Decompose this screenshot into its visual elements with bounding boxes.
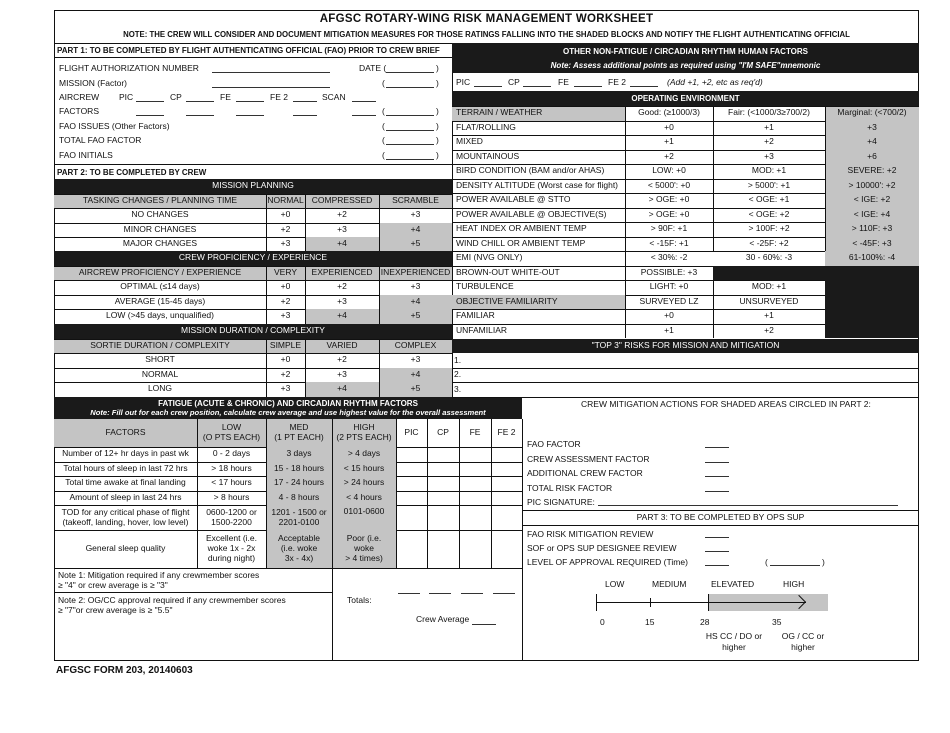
fatigue-note: Note: Fill out for each crew position, calculate crew average and use highest value for the overall assessment (90, 408, 486, 417)
fatigue-score-cell[interactable] (396, 462, 427, 477)
scale-n15: 15 (645, 617, 655, 627)
env-row-7[interactable]: > 100F: +2 (748, 223, 790, 234)
mission_planning-row-0[interactable]: +0 (280, 209, 291, 220)
other-factors-title: OTHER NON-FATIGUE / CIRCADIAN RHYTHM HUMAN FACTORS (562, 47, 809, 56)
mission_planning-row-1[interactable]: +4 (410, 223, 421, 234)
env-row-11[interactable]: LIGHT: +0 (649, 281, 689, 292)
add-crew-label: ADDITIONAL CREW FACTOR (527, 468, 643, 478)
fao-initials-field[interactable] (386, 150, 434, 160)
crew_prof-col-header: AIRCREW PROFICIENCY / EXPERIENCE (78, 266, 242, 277)
fao-review-label: FAO RISK MITIGATION REVIEW (527, 529, 654, 539)
duration-row-2[interactable]: +4 (337, 383, 347, 394)
tod-label: TOD for any critical phase of flight (takeoff, landing, hover, low level) (61, 506, 190, 527)
fao-review-field[interactable] (705, 528, 729, 538)
env-row-3: BIRD CONDITION (BAM and/or AHAS) (456, 165, 605, 176)
duration-col-header: VARIED (326, 339, 358, 350)
env-row-8[interactable]: < -25F: +2 (749, 237, 789, 248)
fan-field[interactable] (212, 63, 330, 73)
fatigue-score-cell[interactable] (427, 476, 459, 491)
crew_prof-row-2[interactable]: +5 (410, 310, 421, 321)
add-crew-field[interactable] (705, 467, 729, 477)
duration-row-1[interactable]: +3 (337, 368, 347, 379)
env-row-14[interactable]: +1 (664, 324, 674, 335)
env-row-3[interactable]: LOW: +0 (652, 165, 686, 176)
total-fao-label: TOTAL FAO FACTOR (59, 135, 142, 145)
fatigue-col-header: PIC (404, 427, 419, 438)
env-row-14: UNFAMILIAR (456, 324, 508, 335)
env-row-3[interactable]: SEVERE: +2 (847, 165, 897, 176)
aircrew-pic-field[interactable] (136, 92, 164, 102)
other-fe2-field[interactable] (630, 77, 658, 87)
fatigue-col-header: FE 2 (497, 427, 516, 438)
top3-item-3[interactable]: 3. (454, 384, 462, 394)
scale-hs: HS CC / DO or (705, 631, 763, 641)
part3-header: PART 3: TO BE COMPLETED BY OPS SUP (636, 512, 805, 522)
sof-label: SOF or OPS SUP DESIGNEE REVIEW (527, 543, 677, 553)
other-factors-note: Note: Assess additional points as required using "I'M SAFE"mnemonic (550, 61, 821, 70)
factors-label: FACTORS (59, 106, 99, 116)
fao-issues-label: FAO ISSUES (Other Factors) (59, 121, 170, 131)
env-row-6[interactable]: > OGE: +0 (648, 208, 690, 219)
fatigue-row-0: Number of 12+ hr days in past wk (62, 448, 189, 459)
crew_prof-row-0[interactable]: +3 (410, 281, 421, 292)
mission_planning-row-2[interactable]: +3 (280, 238, 291, 249)
env-row-12[interactable]: UNSURVEYED (739, 295, 799, 306)
aircrew-label: AIRCREW (59, 92, 100, 102)
fatigue-col-header: HIGH (2 PTS EACH) (336, 422, 392, 442)
crew_prof-row-1[interactable]: +4 (410, 295, 421, 306)
mission_planning-row-0[interactable]: +3 (410, 209, 421, 220)
crew_prof-row-2[interactable]: +4 (337, 310, 347, 321)
env-row-10[interactable]: POSSIBLE: +3 (640, 266, 698, 277)
total-field-0[interactable] (398, 584, 420, 594)
env-row-13[interactable]: +0 (664, 310, 674, 321)
env-row-9: EMI (NVG ONLY) (456, 252, 523, 263)
part2-header: PART 2: TO BE COMPLETED BY CREW (57, 168, 207, 177)
top3-item-2[interactable]: 2. (454, 369, 462, 379)
fatigue-row-3[interactable]: 4 - 8 hours (278, 491, 320, 502)
totals-label: Totals: (347, 595, 372, 605)
fatigue-row-1: Total hours of sleep in last 72 hrs (63, 462, 188, 473)
duration-row-0: SHORT (145, 354, 175, 365)
fao-initials-label: FAO INITIALS (59, 150, 113, 160)
mission_planning-row-0[interactable]: +2 (337, 209, 347, 220)
env-row-12[interactable]: SURVEYED LZ (639, 295, 699, 306)
aircrew-cp-field[interactable] (186, 92, 214, 102)
env-row-0[interactable]: +3 (867, 121, 877, 132)
fatigue-row-1[interactable]: 15 - 18 hours (273, 462, 325, 473)
env-row-6: POWER AVAILABLE @ OBJECTIVE(S) (456, 208, 607, 219)
aircrew-fe-field[interactable] (236, 92, 264, 102)
aircrew-scan-field[interactable] (352, 92, 376, 102)
mission_planning-col-header: SCRAMBLE (392, 194, 439, 205)
date-label: DATE ( (359, 63, 387, 73)
env-row-1: MIXED (456, 136, 483, 147)
other-cp-field[interactable] (523, 77, 551, 87)
env-row-0[interactable]: +0 (664, 121, 674, 132)
scale-medium: MEDIUM (652, 579, 687, 589)
env-row-0[interactable]: +1 (764, 121, 774, 132)
gsq-med: Acceptable (i.e. woke 3x - 4x) (277, 533, 321, 563)
fatigue-row-2[interactable]: > 24 hours (343, 477, 385, 488)
mission-label: MISSION (Factor) (59, 78, 128, 88)
total-field-3[interactable] (493, 584, 515, 594)
crew-assess-field[interactable] (705, 453, 729, 463)
gsq-high: Poor (i.e. woke > 4 times) (345, 533, 383, 563)
env-col-header: TERRAIN / WEATHER (456, 107, 543, 118)
fao-issues-field[interactable] (386, 121, 434, 131)
env-row-1[interactable]: +2 (764, 136, 774, 147)
fatigue-score-cell[interactable] (427, 447, 459, 462)
env-row-5[interactable]: > OGE: +0 (648, 194, 690, 205)
mission_planning-row-1[interactable]: +2 (280, 223, 291, 234)
env-row-2[interactable]: +6 (867, 150, 877, 161)
other-fe-field[interactable] (574, 77, 602, 87)
scale-low: LOW (605, 579, 625, 589)
pic-sig-field[interactable] (598, 496, 898, 506)
fatigue-row-3[interactable]: > 8 hours (213, 491, 250, 502)
crew_prof-row-0: OPTIMAL (≤14 days) (120, 281, 200, 292)
env-row-6[interactable]: < OGE: +2 (748, 208, 790, 219)
crew_prof-row-0[interactable]: +2 (337, 281, 347, 292)
crew_prof-row-1[interactable]: +2 (280, 295, 291, 306)
env-row-4[interactable]: > 5000': +1 (747, 179, 791, 190)
fatigue-row-2[interactable]: < 17 hours (211, 477, 252, 488)
fatigue-score-cell[interactable] (459, 491, 491, 506)
env-row-5[interactable]: < OGE: +1 (748, 194, 790, 205)
level-time-field[interactable] (770, 556, 820, 566)
fatigue-score-cell[interactable] (459, 462, 491, 477)
fatigue-score-cell[interactable] (427, 491, 459, 506)
env-title: OPERATING ENVIRONMENT (631, 94, 740, 103)
env-row-5[interactable]: < IGE: +2 (853, 194, 891, 205)
mitigation-title: CREW MITIGATION ACTIONS FOR SHADED AREAS CIRCLED IN PART 2: (581, 399, 871, 409)
crew-avg-field[interactable] (472, 615, 496, 625)
tod-low: 0600-1200 or 1500-2200 (206, 506, 257, 527)
mission_planning-row-1: MINOR CHANGES (123, 223, 197, 234)
env-row-8: WIND CHILL OR AMBIENT TEMP (456, 237, 586, 248)
fatigue-title: FATIGUE (ACUTE & CHRONIC) AND CIRCADIAN RHYTHM FACTORS (158, 399, 418, 408)
mission-factor-field[interactable] (386, 78, 434, 88)
duration-row-1[interactable]: +2 (280, 368, 291, 379)
fatigue-col-header: FACTORS (105, 427, 146, 438)
date-field[interactable] (386, 63, 434, 73)
tod-med: 1201 - 1500 or 2201-0100 (271, 506, 327, 527)
env-row-0: FLAT/ROLLING (456, 121, 516, 132)
mission_planning-title: MISSION PLANNING (212, 180, 294, 191)
scale-high: HIGH (783, 579, 805, 589)
gsq-low: Excellent (i.e. woke 1x - 2x during night) (205, 533, 258, 563)
env-row-9[interactable]: 61-100%: -4 (848, 252, 896, 263)
env-col-header: Marginal: (<700/2) (837, 107, 907, 118)
fatigue-score-cell[interactable] (491, 447, 522, 462)
fatigue-score-cell[interactable] (396, 491, 427, 506)
fatigue-row-1[interactable]: < 15 hours (343, 462, 385, 473)
duration-row-1[interactable]: +4 (410, 368, 421, 379)
crew_prof-col-header: VERY (274, 266, 297, 277)
env-col-header: Good: (≥1000/3) (638, 107, 700, 118)
duration-row-2[interactable]: +3 (280, 383, 291, 394)
factors-total-field[interactable] (386, 106, 434, 116)
mission_planning-col-header: COMPRESSED (311, 194, 373, 205)
scale-elevated: ELEVATED (711, 579, 755, 589)
env-row-11[interactable]: MOD: +1 (751, 281, 787, 292)
crew_prof-row-1[interactable]: +3 (337, 295, 347, 306)
env-row-2: MOUNTAINOUS (456, 150, 520, 161)
scale-n35: 35 (772, 617, 782, 627)
gsq-label: General sleep quality (85, 543, 166, 554)
fatigue-row-2[interactable]: 17 - 24 hours (273, 477, 325, 488)
env-row-3[interactable]: MOD: +1 (751, 165, 787, 176)
fao-factor-label: FAO FACTOR (527, 439, 581, 449)
duration-title: MISSION DURATION / COMPLEXITY (181, 325, 325, 336)
env-row-6[interactable]: < IGE: +4 (853, 208, 891, 219)
fatigue-score-cell[interactable] (491, 462, 522, 477)
duration-col-header: SORTIE DURATION / COMPLEXITY (90, 339, 230, 350)
env-row-2[interactable]: +2 (664, 150, 674, 161)
crew_prof-row-2[interactable]: +3 (280, 310, 291, 321)
fatigue-row-0[interactable]: 3 days (286, 448, 312, 459)
env-row-8[interactable]: < -45F: +3 (852, 237, 892, 248)
env-row-4[interactable]: > 10000': +2 (848, 179, 896, 190)
crew-assess-label: CREW ASSESSMENT FACTOR (527, 454, 650, 464)
duration-row-2[interactable]: +5 (410, 383, 421, 394)
form-note: NOTE: THE CREW WILL CONSIDER AND DOCUMENT MITIGATION MEASURES FOR THOSE RATINGS FALLING INTO THE SHADED BLOCKS AND NOTIFY THE FLIGHT AUTHENTICATING OFFICIAL (123, 30, 850, 39)
total-field-2[interactable] (461, 584, 483, 594)
fatigue-score-cell[interactable] (427, 462, 459, 477)
fatigue-score-cell[interactable] (459, 447, 491, 462)
other-pic-field[interactable] (474, 77, 502, 87)
duration-row-0[interactable]: +0 (280, 354, 291, 365)
duration-col-header: COMPLEX (394, 339, 437, 350)
fatigue-row-3: Amount of sleep in last 24 hrs (69, 491, 182, 502)
fatigue-score-cell[interactable] (491, 476, 522, 491)
env-row-13[interactable]: +1 (764, 310, 774, 321)
mission_planning-row-1[interactable]: +3 (337, 223, 347, 234)
mission_planning-col-header: NORMAL (267, 194, 304, 205)
env-row-1[interactable]: +1 (664, 136, 674, 147)
duration-row-1: NORMAL (141, 368, 179, 379)
fao-factor-field[interactable] (705, 438, 729, 448)
crew_prof-title: CREW PROFICIENCY / EXPERIENCE (178, 252, 328, 263)
total-risk-label: TOTAL RISK FACTOR (527, 483, 613, 493)
note2: Note 2: OG/CC approval required if any crewmember scores (58, 595, 286, 605)
total-fao-field[interactable] (386, 135, 434, 145)
env-row-10: BROWN-OUT WHITE-OUT (456, 266, 560, 277)
top3-item-1[interactable]: 1. (454, 355, 462, 365)
env-row-12: OBJECTIVE FAMILIARITY (456, 295, 558, 306)
fatigue-score-cell[interactable] (396, 447, 427, 462)
fatigue-score-cell[interactable] (396, 476, 427, 491)
total-risk-field[interactable] (705, 482, 729, 492)
aircrew-fe2-field[interactable] (293, 92, 317, 102)
mission_planning-row-2[interactable]: +5 (410, 238, 421, 249)
env-row-2[interactable]: +3 (764, 150, 774, 161)
form-footer: AFGSC FORM 203, 20140603 (56, 665, 193, 676)
mission_planning-row-2: MAJOR CHANGES (122, 238, 198, 249)
crew_prof-row-0[interactable]: +0 (280, 281, 291, 292)
sof-field[interactable] (705, 542, 729, 552)
note1: Note 1: Mitigation required if any crewmember scores (58, 570, 260, 580)
env-row-5: POWER AVAILABLE @ STTO (456, 194, 571, 205)
fatigue-row-3[interactable]: < 4 hours (346, 491, 382, 502)
env-row-4: DENSITY ALTITUDE (Worst case for flight) (456, 179, 619, 190)
env-row-1[interactable]: +4 (867, 136, 877, 147)
pic-sig-label: PIC SIGNATURE: (527, 497, 595, 507)
mission-field[interactable] (212, 78, 330, 88)
total-field-1[interactable] (429, 584, 451, 594)
crew-avg-label: Crew Average (416, 614, 470, 624)
top3-title: "TOP 3" RISKS FOR MISSION AND MITIGATION (591, 340, 780, 350)
env-row-13: FAMILIAR (456, 310, 495, 321)
mission_planning-row-0: NO CHANGES (131, 209, 189, 220)
fatigue-col-header: FE (469, 427, 481, 438)
fatigue-score-cell[interactable] (491, 491, 522, 506)
fan-label: FLIGHT AUTHORIZATION NUMBER (59, 63, 199, 73)
fatigue-col-header: LOW (O PTS EACH) (202, 422, 261, 442)
env-row-9[interactable]: 30 - 60%: -3 (745, 252, 793, 263)
scale-n0: 0 (600, 617, 605, 627)
level-label: LEVEL OF APPROVAL REQUIRED (Time) (527, 557, 688, 567)
crew_prof-row-1: AVERAGE (15-45 days) (114, 295, 206, 306)
env-row-7[interactable]: > 110F: +3 (851, 223, 893, 234)
env-row-9[interactable]: < 30%: -2 (650, 252, 688, 263)
crew_prof-col-header: EXPERIENCED (311, 266, 373, 277)
env-row-7: HEAT INDEX OR AMBIENT TEMP (456, 223, 587, 234)
fatigue-row-0[interactable]: > 4 days (347, 448, 381, 459)
duration-row-2: LONG (147, 383, 173, 394)
mission_planning-row-2[interactable]: +4 (337, 238, 347, 249)
crew_prof-col-header: INEXPERIENCED (380, 266, 451, 277)
duration-row-0[interactable]: +3 (410, 354, 421, 365)
fatigue-row-1[interactable]: > 18 hours (211, 462, 252, 473)
part1-header: PART 1: TO BE COMPLETED BY FLIGHT AUTHENTICATING OFFICIAL (FAO) PRIOR TO CREW BRIEF (57, 46, 440, 55)
duration-row-0[interactable]: +2 (337, 354, 347, 365)
env-row-11: TURBULENCE (456, 281, 514, 292)
env-row-8[interactable]: < -15F: +1 (649, 237, 689, 248)
fatigue-col-header: MED (1 PT EACH) (274, 422, 324, 442)
fatigue-row-2: Total time awake at final landing (65, 477, 186, 488)
env-row-7[interactable]: > 90F: +1 (650, 223, 688, 234)
env-col-header: Fair: (<1000/3≥700/2) (728, 107, 810, 118)
fatigue-col-header: CP (437, 427, 449, 438)
env-row-4[interactable]: < 5000': +0 (647, 179, 691, 190)
duration-col-header: SIMPLE (269, 339, 302, 350)
form-title: AFGSC ROTARY-WING RISK MANAGEMENT WORKSHEET (319, 13, 654, 25)
fatigue-score-cell[interactable] (459, 476, 491, 491)
env-row-14[interactable]: +2 (764, 324, 774, 335)
scale-og: OG / CC or (781, 631, 825, 641)
fatigue-row-0[interactable]: 0 - 2 days (212, 448, 251, 459)
level-field[interactable] (705, 556, 729, 566)
tod-high: 0101-0600 (343, 506, 385, 517)
crew_prof-row-2: LOW (>45 days, unqualified) (106, 310, 214, 321)
scale-n28: 28 (700, 617, 710, 627)
mission_planning-col-header: TASKING CHANGES / PLANNING TIME (82, 194, 238, 205)
